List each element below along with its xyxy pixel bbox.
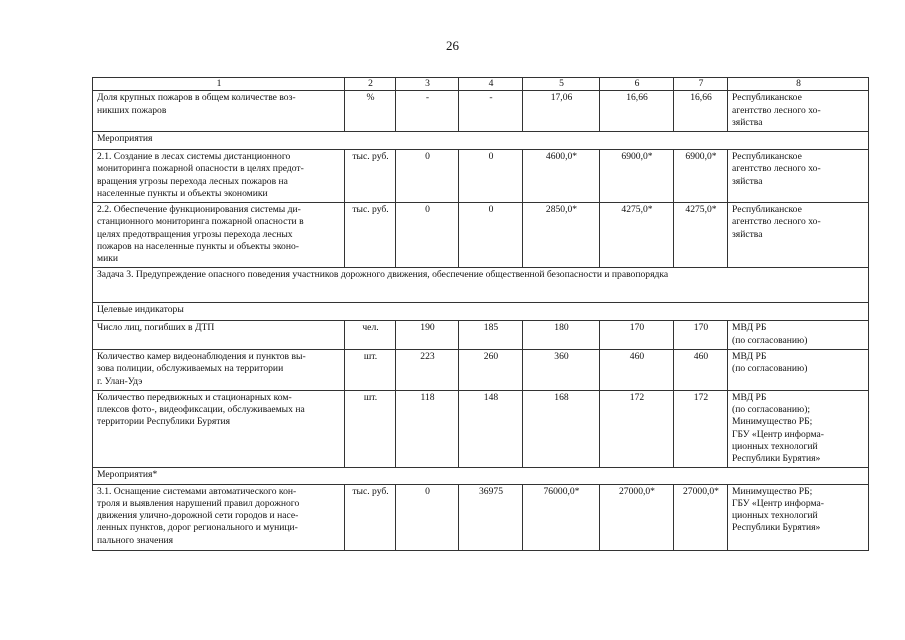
value-cell: 168: [523, 390, 600, 468]
column-number: 1: [93, 78, 345, 91]
column-number: 4: [459, 78, 523, 91]
executor-cell: Республиканское агентство лесного хо- зяйства: [728, 91, 869, 132]
section-row: [93, 303, 869, 321]
table-row: [93, 91, 869, 132]
unit-cell: тыс. руб.: [345, 150, 396, 203]
value-cell: 223: [396, 349, 459, 390]
value-cell: 27000,0*: [600, 484, 674, 550]
unit-cell: тыс. руб.: [345, 203, 396, 268]
page-number: 26: [446, 38, 459, 53]
section-title: Мероприятия*: [93, 468, 869, 484]
value-cell: 0: [459, 150, 523, 203]
executor-cell: МВД РБ (по согласованию); Минимущество РБ; ГБУ «Центр информа- ционных технологий Республики Бурятия»: [728, 390, 869, 468]
value-cell: 6900,0*: [674, 150, 728, 203]
measure-name: 2.2. Обеспечение функционирования системы ди- станционного мониторинга пожарной опасности в целях предотвращения угрозы перехода лесных пожаров на населенные пункты и объекты эконо- мики: [93, 203, 345, 268]
value-cell: 460: [674, 349, 728, 390]
value-cell: 0: [396, 203, 459, 268]
measure-name: 3.1. Оснащение системами автоматического кон- троля и выявления нарушений правил дорожного движения улично-дорожной сети городов и насе- ленных пунктов, дорог регионального и муници- пального значения: [93, 484, 345, 550]
value-cell: 118: [396, 390, 459, 468]
column-number: 3: [396, 78, 459, 91]
value-cell: 4275,0*: [600, 203, 674, 268]
value-cell: 170: [674, 321, 728, 350]
unit-cell: тыс. руб.: [345, 484, 396, 550]
value-cell: 2850,0*: [523, 203, 600, 268]
value-cell: 16,66: [674, 91, 728, 132]
value-cell: 0: [396, 150, 459, 203]
unit-cell: шт.: [345, 390, 396, 468]
table-row: [93, 484, 869, 550]
section-title: Целевые индикаторы: [93, 303, 869, 321]
value-cell: 76000,0*: [523, 484, 600, 550]
table-row: [93, 349, 869, 390]
program-table: [92, 77, 869, 551]
table-row: [93, 390, 869, 468]
value-cell: 148: [459, 390, 523, 468]
value-cell: 360: [523, 349, 600, 390]
section-row: [93, 468, 869, 484]
column-number: 6: [600, 78, 674, 91]
executor-cell: Республиканское агентство лесного хо- зяйства: [728, 150, 869, 203]
column-number: 2: [345, 78, 396, 91]
value-cell: 27000,0*: [674, 484, 728, 550]
column-number: 5: [523, 78, 600, 91]
column-number-row: [93, 78, 869, 91]
table-row: [93, 321, 869, 350]
table-row: [93, 150, 869, 203]
table-row: [93, 203, 869, 268]
value-cell: 180: [523, 321, 600, 350]
indicator-name: Количество передвижных и стационарных ком- плексов фото-, видеофиксации, обслуживаемых на территории Республики Бурятия: [93, 390, 345, 468]
task-title: Задача 3. Предупреждение опасного поведения участников дорожного движения, обеспечение общественной безопасности и правопорядка: [93, 268, 869, 303]
value-cell: 172: [674, 390, 728, 468]
value-cell: 0: [396, 484, 459, 550]
measure-name: 2.1. Создание в лесах системы дистанционного мониторинга пожарной опасности в целях предот- вращения угрозы перехода лесных пожаров на населенные пункты и объекты экономики: [93, 150, 345, 203]
value-cell: 16,66: [600, 91, 674, 132]
value-cell: 4275,0*: [674, 203, 728, 268]
unit-cell: %: [345, 91, 396, 132]
executor-cell: Республиканское агентство лесного хо- зяйства: [728, 203, 869, 268]
executor-cell: МВД РБ (по согласованию): [728, 349, 869, 390]
value-cell: 260: [459, 349, 523, 390]
value-cell: 460: [600, 349, 674, 390]
value-cell: 190: [396, 321, 459, 350]
value-cell: -: [459, 91, 523, 132]
unit-cell: чел.: [345, 321, 396, 350]
column-number: 8: [728, 78, 869, 91]
value-cell: 185: [459, 321, 523, 350]
indicator-name: Количество камер видеонаблюдения и пунктов вы- зова полиции, обслуживаемых на территории г. Улан-Удэ: [93, 349, 345, 390]
executor-cell: МВД РБ (по согласованию): [728, 321, 869, 350]
column-number: 7: [674, 78, 728, 91]
value-cell: 36975: [459, 484, 523, 550]
section-title: Мероприятия: [93, 132, 869, 150]
indicator-name: Число лиц, погибших в ДТП: [93, 321, 345, 350]
value-cell: 6900,0*: [600, 150, 674, 203]
unit-cell: шт.: [345, 349, 396, 390]
value-cell: 17,06: [523, 91, 600, 132]
executor-cell: Минимущество РБ; ГБУ «Центр информа- ционных технологий Республики Бурятия»: [728, 484, 869, 550]
value-cell: 0: [459, 203, 523, 268]
value-cell: 172: [600, 390, 674, 468]
indicator-name: Доля крупных пожаров в общем количестве воз- никших пожаров: [93, 91, 345, 132]
task-row: [93, 268, 869, 303]
value-cell: -: [396, 91, 459, 132]
section-row: [93, 132, 869, 150]
value-cell: 170: [600, 321, 674, 350]
value-cell: 4600,0*: [523, 150, 600, 203]
